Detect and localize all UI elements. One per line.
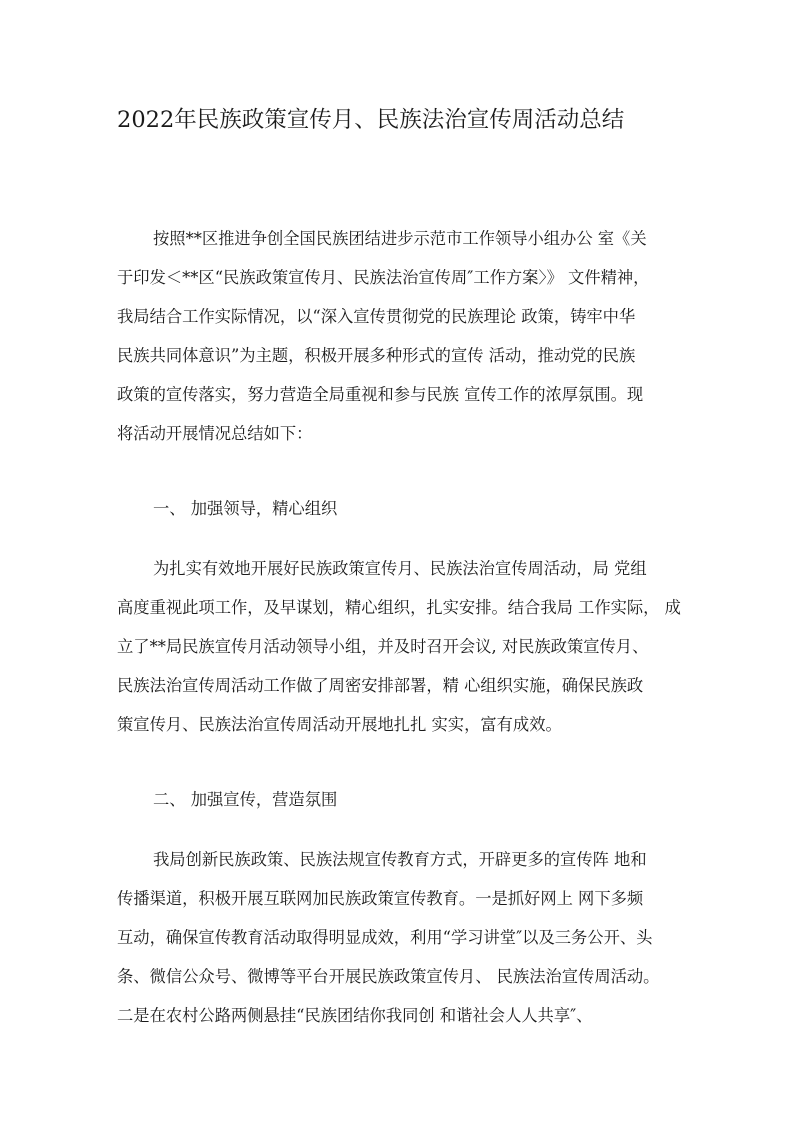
intro-line-4: 民族共同体意识”为主题，积极开展多种形式的宣传 活动，推动党的民族 [117, 346, 636, 365]
intro-line-1: 按照**区推进争创全国民族团结进步示范市工作领导小组办公 室《关 [153, 229, 647, 248]
section-1-line-5: 策宣传月、民族法治宣传周活动开展地扎扎 实实，富有成效。 [117, 715, 562, 734]
section-1-line-1: 为扎实有效地开展好民族政策宣传月、民族法治宣传周活动，局 党组 [153, 559, 647, 578]
intro-line-5: 政策的宣传落实，努力营造全局重视和参与民族 宣传工作的浓厚氛围。现 [117, 385, 644, 404]
section-2-line-2: 传播渠道，积极开展互联网加民族政策宣传教育。一是抓好网上 网下多频 [117, 889, 644, 908]
intro-line-6: 将活动开展情况总结如下： [117, 424, 313, 443]
section-1-line-2: 高度重视此项工作，及早谋划，精心组织，扎实安排。结合我局 工作实际， 成 [117, 598, 681, 617]
section-2-line-3: 互动，确保宣传教育活动取得明显成效，利用“学习讲堂″以及三务公开、头 [117, 928, 653, 947]
section-2-heading: 二、 加强宣传，营造氛围 [153, 790, 338, 809]
section-2-line-4: 条、微信公众号、微博等平台开展民族政策宣传月、 民族法治宣传周活动。 [117, 967, 660, 986]
section-2-line-5: 二是在农村公路两侧悬挂“民族团结你我同创 和谐社会人人共享″、 [117, 1006, 593, 1025]
section-1-line-3: 立了**局民族宣传月活动领导小组，并及时召开会议, 对民族政策宣传月、 [117, 637, 649, 656]
section-1-heading: 一、 加强领导，精心组织 [153, 499, 338, 518]
intro-line-2: 于印发＜**区“民族政策宣传月、民族法治宣传周″工作方案〉》 文件精神， [117, 268, 650, 287]
section-1-line-4: 民族法治宣传周活动工作做了周密安排部署，精 心组织实施，确保民族政 [117, 676, 644, 695]
intro-line-3: 我局结合工作实际情况，以“深入宣传贯彻党的民族理论 政策，铸牢中华 [117, 307, 636, 326]
section-2-line-1: 我局创新民族政策、民族法规宣传教育方式，开辟更多的宣传阵 地和 [153, 850, 647, 869]
document-title: 2022年民族政策宣传月、民族法治宣传周活动总结 [117, 107, 625, 133]
